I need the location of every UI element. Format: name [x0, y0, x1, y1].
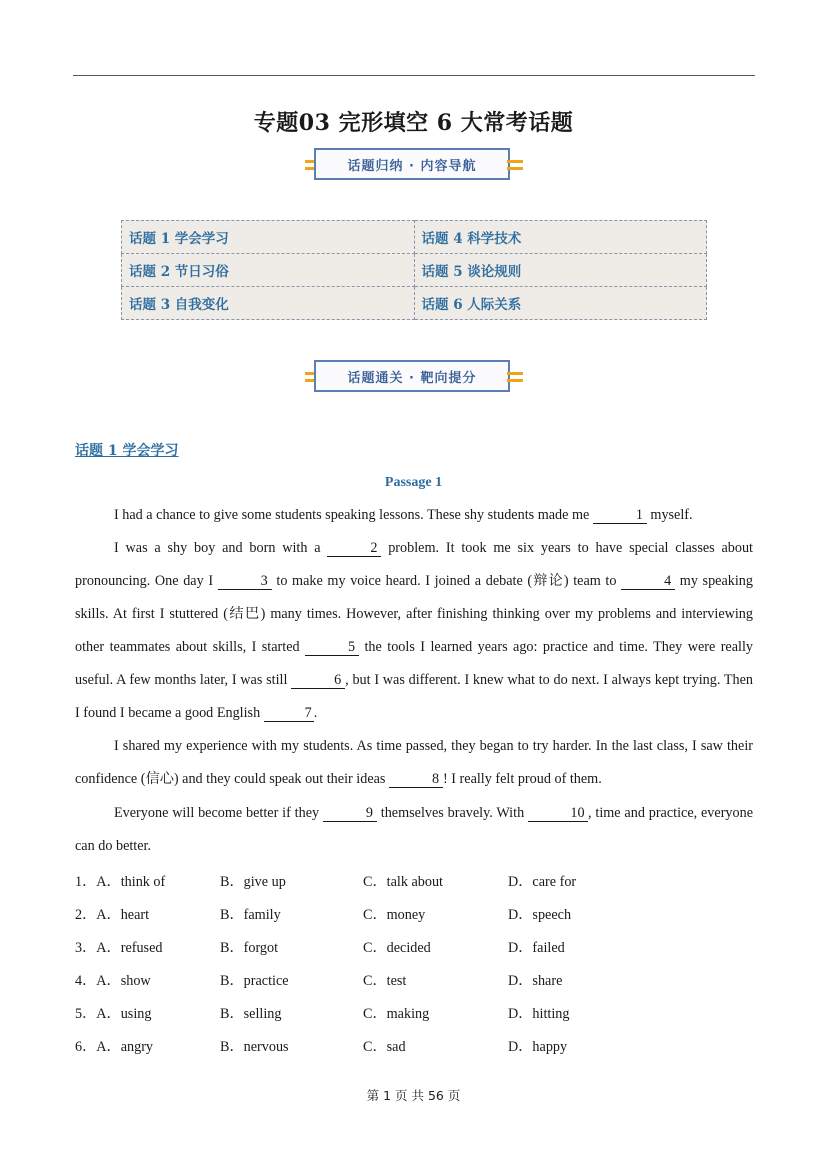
- section-heading-link[interactable]: 话题 1 学会学习: [75, 443, 179, 459]
- passage-text: , but I was different. I knew what to do next. I always kept trying. Then I found I became a good English: [75, 672, 754, 721]
- blank-9[interactable]: 9: [323, 805, 377, 822]
- banner-stripe-icon: [507, 167, 523, 170]
- page-title: 专题03 完形填空 6 大常考话题: [253, 110, 574, 136]
- passage-text: Everyone will become better if they: [114, 805, 323, 821]
- option-c[interactable]: C．decided: [363, 940, 431, 956]
- blank-3[interactable]: 3: [218, 573, 272, 590]
- option-a[interactable]: 6．A．angry: [75, 1039, 154, 1055]
- blank-4[interactable]: 4: [621, 573, 675, 590]
- option-d[interactable]: D．hitting: [508, 1006, 570, 1022]
- option-a[interactable]: 5．A．using: [75, 1006, 152, 1022]
- topic-table: [121, 220, 707, 320]
- option-b[interactable]: B．forgot: [220, 940, 279, 956]
- topic-cell[interactable]: 话题 4 科学技术: [414, 221, 707, 254]
- option-d[interactable]: D．happy: [508, 1039, 568, 1055]
- option-c[interactable]: C．money: [363, 907, 426, 923]
- option-d[interactable]: D．speech: [508, 907, 572, 923]
- passage-text: myself.: [646, 507, 693, 523]
- banner-stripe-icon: [507, 379, 523, 382]
- table-row: [122, 221, 707, 254]
- question-options-3: [75, 937, 755, 970]
- passage-text: I had a chance to give some students speaking lessons. These shy students made me: [114, 507, 593, 523]
- topic-cell[interactable]: 话题 3 自我变化: [122, 287, 415, 320]
- passage-text: the tools I learned years ago: practice and time. They were really useful. A few months later, I was still: [75, 639, 753, 688]
- passage-text: I was a shy boy and born with a: [114, 540, 328, 556]
- option-c[interactable]: C．sad: [363, 1039, 406, 1055]
- option-a[interactable]: 4．A．show: [75, 973, 151, 989]
- option-b[interactable]: B．selling: [220, 1006, 282, 1022]
- question-options-6: [75, 1036, 755, 1069]
- blank-5[interactable]: 5: [305, 639, 359, 656]
- passage-text: my speaking skills. At first I stuttered (结巴) many times. However, after finishing thinking over my problems and interviewing other teammates about skills, I started: [75, 573, 753, 655]
- page-footer: 第 1 页 共 56 页: [366, 1088, 461, 1103]
- option-c[interactable]: C．making: [363, 1006, 430, 1022]
- passage-paragraph-4: [75, 797, 753, 863]
- header-rule: [73, 75, 755, 76]
- blank-2[interactable]: 2: [327, 540, 381, 557]
- passage-paragraph-1: [75, 499, 753, 532]
- question-options-1: [75, 871, 755, 904]
- blank-8[interactable]: 8: [389, 771, 443, 788]
- option-c[interactable]: C．test: [363, 973, 407, 989]
- table-row: [122, 254, 707, 287]
- option-c[interactable]: C．talk about: [363, 874, 443, 890]
- banner-stripe-icon: [507, 160, 523, 163]
- topic-cell[interactable]: 话题 5 谈论规则: [414, 254, 707, 287]
- passage-text: problem. It took me six years to have special classes about pronouncing. One day I: [75, 540, 753, 589]
- blank-1[interactable]: 1: [593, 507, 647, 524]
- blank-7[interactable]: 7: [264, 705, 314, 722]
- option-a[interactable]: 1．A．think of: [75, 874, 166, 890]
- banner-nav: [305, 148, 523, 184]
- blank-6[interactable]: 6: [291, 672, 345, 689]
- question-options-5: [75, 1003, 755, 1036]
- passage-paragraph-2: [75, 532, 753, 730]
- passage-paragraph-3: [75, 730, 753, 796]
- option-b[interactable]: B．practice: [220, 973, 289, 989]
- option-d[interactable]: D．share: [508, 973, 563, 989]
- passage-title: Passage 1: [384, 475, 443, 490]
- option-a[interactable]: 2．A．heart: [75, 907, 150, 923]
- option-b[interactable]: B．family: [220, 907, 281, 923]
- option-a[interactable]: 3．A．refused: [75, 940, 163, 956]
- passage-text: , time and practice, everyone can do better.: [75, 805, 753, 854]
- blank-10[interactable]: 10: [528, 805, 588, 822]
- topic-cell[interactable]: 话题 1 学会学习: [122, 221, 415, 254]
- passage-text: themselves bravely. With: [376, 805, 528, 821]
- question-options-2: [75, 904, 755, 937]
- passage-text: I shared my experience with my students. As time passed, they began to try harder. In the last class, I saw their confidence (信心) and they could speak out their ideas: [75, 738, 753, 787]
- banner-practice: [305, 360, 523, 396]
- option-b[interactable]: B．nervous: [220, 1039, 289, 1055]
- passage-text: ! I really felt proud of them.: [443, 771, 602, 787]
- banner-practice-label: 话题通关 · 靶向提分: [314, 360, 510, 392]
- banner-stripe-icon: [507, 372, 523, 375]
- banner-nav-label: 话题归纳 · 内容导航: [314, 148, 510, 180]
- option-d[interactable]: D．failed: [508, 940, 565, 956]
- topic-cell[interactable]: 话题 6 人际关系: [414, 287, 707, 320]
- table-row: [122, 287, 707, 320]
- topic-cell[interactable]: 话题 2 节日习俗: [122, 254, 415, 287]
- option-b[interactable]: B．give up: [220, 874, 286, 890]
- question-options-4: [75, 970, 755, 1003]
- passage-text: to make my voice heard. I joined a debate (辩论) team to: [271, 573, 622, 589]
- option-d[interactable]: D．care for: [508, 874, 577, 890]
- passage-text: .: [313, 705, 318, 721]
